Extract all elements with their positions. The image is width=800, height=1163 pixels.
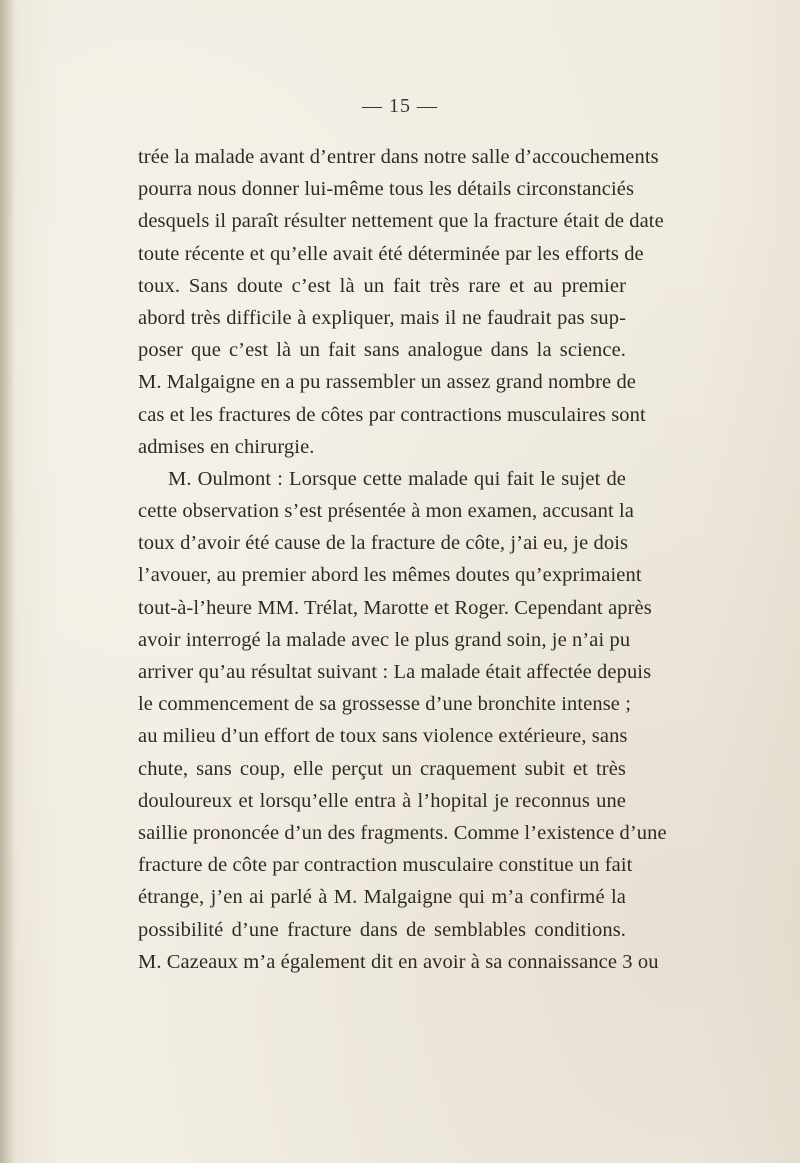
text-line: desquels il paraît résulter nettement que la fracture était de date xyxy=(138,210,664,233)
text-line: pourra nous donner lui-même tous les détails circonstanciés xyxy=(138,178,635,201)
page-number: — 15 — xyxy=(362,95,438,117)
text-line: admises en chirurgie. xyxy=(138,435,315,458)
text-line: M. Cazeaux m’a également dit en avoir à sa connaissance 3 ou xyxy=(138,950,659,973)
text-line: saillie prononcée d’un des fragments. Comme l’existence d’une xyxy=(138,821,667,844)
text-line: au milieu d’un effort de toux sans violence extérieure, sans xyxy=(138,725,628,748)
text-line: toux. Sans doute c’est là un fait très rare et au premier xyxy=(138,274,626,297)
text-line: étrange, j’en ai parlé à M. Malgaigne qui m’a confirmé la xyxy=(138,886,626,909)
text-line: M. Oulmont : Lorsque cette malade qui fait le sujet de xyxy=(168,467,626,490)
page-binding-edge xyxy=(0,0,14,1163)
text-line: M. Malgaigne en a pu rassembler un assez grand nombre de xyxy=(138,371,637,394)
text-line: toute récente et qu’elle avait été déterminée par les efforts de xyxy=(138,242,644,265)
text-line: douloureux et lorsqu’elle entra à l’hopital je reconnus une xyxy=(138,789,626,812)
text-line: fracture de côte par contraction musculaire constitue un fait xyxy=(138,854,633,877)
text-line: abord très difficile à expliquer, mais il ne faudrait pas sup- xyxy=(138,306,626,329)
text-line: tout-à-l’heure MM. Trélat, Marotte et Roger. Cependant après xyxy=(138,596,652,619)
text-line: toux d’avoir été cause de la fracture de côte, j’ai eu, je dois xyxy=(138,532,629,555)
text-line: cette observation s’est présentée à mon examen, accusant la xyxy=(138,500,634,523)
text-line: avoir interrogé la malade avec le plus grand soin, je n’ai pu xyxy=(138,628,631,651)
body-text xyxy=(138,141,667,978)
text-line: le commencement de sa grossesse d’une bronchite intense ; xyxy=(138,693,631,716)
text-line: chute, sans coup, elle perçut un craquement subit et très xyxy=(138,757,626,780)
text-line: poser que c’est là un fait sans analogue dans la science. xyxy=(138,339,626,362)
text-line: arriver qu’au résultat suivant : La malade était affectée depuis xyxy=(138,661,652,683)
text-line: l’avouer, au premier abord les mêmes doutes qu’exprimaient xyxy=(138,564,642,587)
text-line: cas et les fractures de côtes par contractions musculaires sont xyxy=(138,403,646,426)
text-line: trée la malade avant d’entrer dans notre salle d’accouchements xyxy=(138,146,659,168)
text-line: possibilité d’une fracture dans de semblables conditions. xyxy=(138,918,626,941)
